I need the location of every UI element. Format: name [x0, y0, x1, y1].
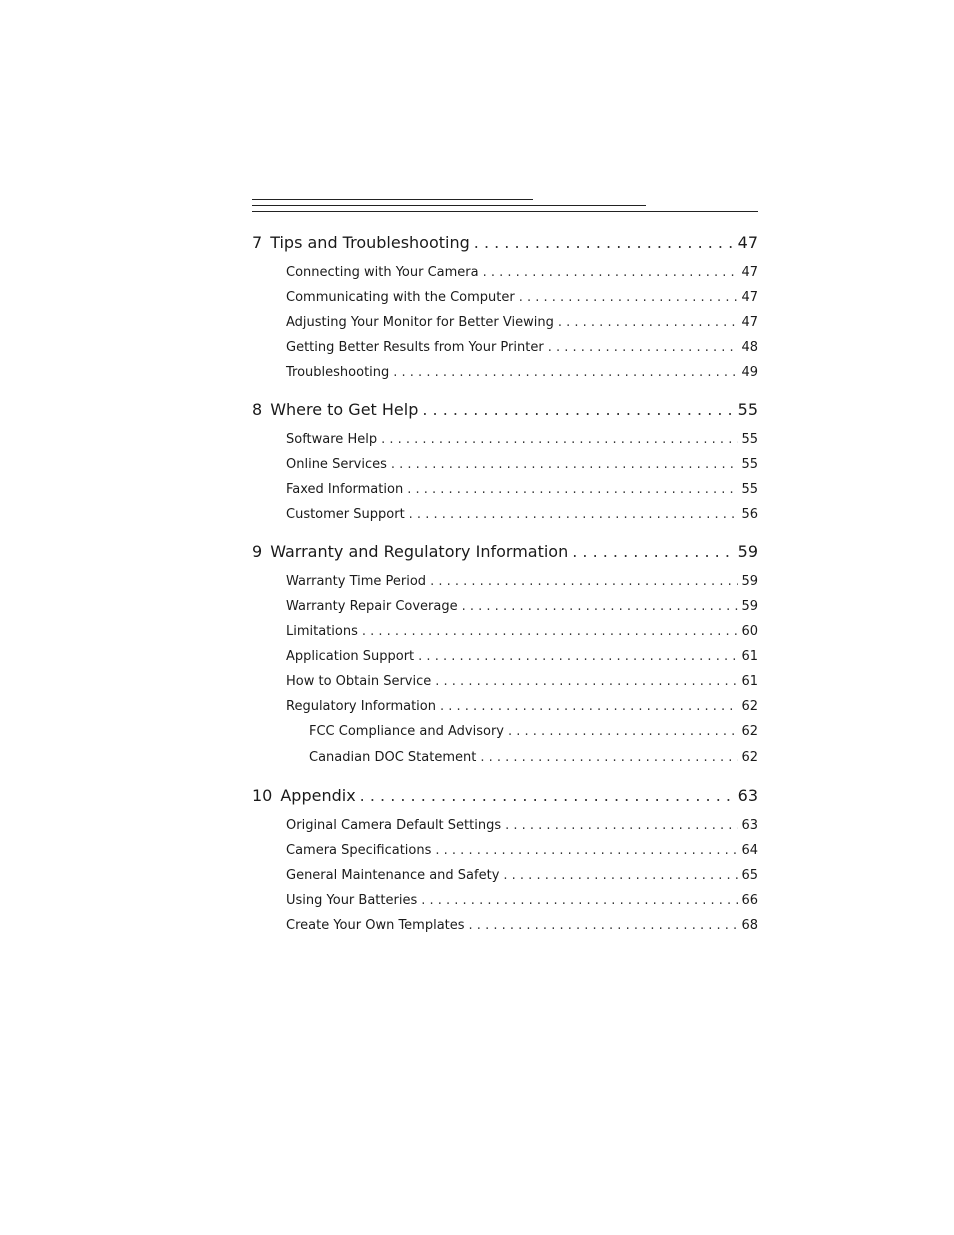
- page-number: 55: [741, 432, 758, 447]
- entry-title: Canadian DOC Statement: [309, 750, 477, 765]
- dot-leader: [548, 335, 739, 360]
- dot-leader: [409, 502, 739, 527]
- page-number: 63: [741, 818, 758, 833]
- entry-title: Warranty Repair Coverage: [286, 599, 458, 614]
- spacer: [252, 385, 758, 393]
- dot-leader: [393, 360, 738, 385]
- toc-entry[interactable]: [252, 888, 758, 913]
- table-of-contents: [252, 226, 758, 938]
- toc-entry[interactable]: [252, 285, 758, 310]
- dot-leader: [435, 838, 738, 863]
- toc-entry[interactable]: [252, 694, 758, 719]
- page-number: 55: [737, 400, 758, 419]
- page-number: 68: [741, 918, 758, 933]
- entry-title: FCC Compliance and Advisory: [309, 724, 504, 739]
- toc-subentry[interactable]: [252, 719, 758, 745]
- entry-title: Faxed Information: [286, 482, 404, 497]
- dot-leader: [360, 779, 735, 813]
- page-number: 47: [741, 315, 758, 330]
- toc-entry[interactable]: [252, 619, 758, 644]
- chapter-number: 9: [252, 542, 263, 561]
- chapter-heading[interactable]: [252, 535, 758, 569]
- page-number: 55: [741, 457, 758, 472]
- page-number: 65: [741, 868, 758, 883]
- entry-title: General Maintenance and Safety: [286, 868, 500, 883]
- toc-entry[interactable]: [252, 310, 758, 335]
- dot-leader: [483, 260, 739, 285]
- entry-title: How to Obtain Service: [286, 674, 432, 689]
- page-number: 63: [737, 786, 758, 805]
- spacer: [252, 527, 758, 535]
- chapter-10: [252, 779, 758, 938]
- toc-entry[interactable]: [252, 502, 758, 527]
- dot-leader: [462, 594, 739, 619]
- page-number: 66: [741, 893, 758, 908]
- toc-entry[interactable]: [252, 594, 758, 619]
- dot-leader: [508, 719, 738, 745]
- entry-title: Getting Better Results from Your Printer: [286, 340, 544, 355]
- page-number: 47: [741, 290, 758, 305]
- chapter-number: 8: [252, 400, 263, 419]
- toc-entry[interactable]: [252, 360, 758, 385]
- dot-leader: [503, 863, 738, 888]
- chapter-number: 10: [252, 786, 273, 805]
- toc-entry[interactable]: [252, 569, 758, 594]
- entry-title: Troubleshooting: [286, 365, 390, 380]
- entry-title: Using Your Batteries: [286, 893, 418, 908]
- chapter-9: [252, 535, 758, 771]
- dot-leader: [469, 913, 739, 938]
- entry-title: Warranty Time Period: [286, 574, 427, 589]
- page-number: 64: [741, 843, 758, 858]
- chapter-heading[interactable]: [252, 393, 758, 427]
- page-number: 47: [741, 265, 758, 280]
- dot-leader: [381, 427, 738, 452]
- toc-entry[interactable]: [252, 427, 758, 452]
- dot-leader: [474, 226, 735, 260]
- page-number: 60: [741, 624, 758, 639]
- dot-leader: [418, 644, 738, 669]
- header-rule-top: [252, 199, 533, 200]
- toc-entry[interactable]: [252, 260, 758, 285]
- entry-title: Adjusting Your Monitor for Better Viewing: [286, 315, 554, 330]
- dot-leader: [480, 745, 738, 771]
- dot-leader: [519, 285, 739, 310]
- dot-leader: [422, 393, 734, 427]
- dot-leader: [407, 477, 738, 502]
- chapter-number: 7: [252, 233, 263, 252]
- toc-entry[interactable]: [252, 669, 758, 694]
- toc-entry[interactable]: [252, 644, 758, 669]
- dot-leader: [505, 813, 738, 838]
- dot-leader: [435, 669, 738, 694]
- page-number: 62: [741, 750, 758, 765]
- chapter-heading[interactable]: [252, 779, 758, 813]
- chapter-8: [252, 393, 758, 527]
- toc-entry[interactable]: [252, 813, 758, 838]
- spacer: [252, 771, 758, 779]
- chapter-title: Warranty and Regulatory Information: [270, 542, 569, 561]
- header-rule-middle: [252, 205, 646, 206]
- entry-title: Create Your Own Templates: [286, 918, 465, 933]
- entry-title: Regulatory Information: [286, 699, 436, 714]
- dot-leader: [572, 535, 734, 569]
- toc-subentry[interactable]: [252, 745, 758, 771]
- entry-title: Application Support: [286, 649, 415, 664]
- dot-leader: [440, 694, 738, 719]
- entry-title: Original Camera Default Settings: [286, 818, 502, 833]
- dot-leader: [362, 619, 739, 644]
- entry-title: Limitations: [286, 624, 358, 639]
- dot-leader: [391, 452, 739, 477]
- page-number: 55: [741, 482, 758, 497]
- chapter-heading[interactable]: [252, 226, 758, 260]
- entry-title: Connecting with Your Camera: [286, 265, 479, 280]
- page-number: 59: [741, 574, 758, 589]
- page-number: 59: [737, 542, 758, 561]
- dot-leader: [421, 888, 738, 913]
- entry-title: Online Services: [286, 457, 387, 472]
- chapter-title: Where to Get Help: [270, 400, 419, 419]
- dot-leader: [430, 569, 738, 594]
- page-number: 56: [741, 507, 758, 522]
- header-rule-bottom: [252, 211, 758, 212]
- toc-entry[interactable]: [252, 452, 758, 477]
- toc-entry[interactable]: [252, 335, 758, 360]
- dot-leader: [558, 310, 739, 335]
- page-number: 61: [741, 649, 758, 664]
- toc-entry[interactable]: [252, 913, 758, 938]
- entry-title: Communicating with the Computer: [286, 290, 515, 305]
- toc-entry[interactable]: [252, 838, 758, 863]
- entry-title: Camera Specifications: [286, 843, 432, 858]
- page-number: 62: [741, 724, 758, 739]
- entry-title: Customer Support: [286, 507, 405, 522]
- page-number: 59: [741, 599, 758, 614]
- chapter-7: [252, 226, 758, 385]
- chapter-title: Tips and Troubleshooting: [270, 233, 470, 252]
- toc-entry[interactable]: [252, 863, 758, 888]
- chapter-title: Appendix: [280, 786, 356, 805]
- page-number: 62: [741, 699, 758, 714]
- toc-entry[interactable]: [252, 477, 758, 502]
- page-number: 48: [741, 340, 758, 355]
- entry-title: Software Help: [286, 432, 378, 447]
- page-number: 61: [741, 674, 758, 689]
- page-number: 49: [741, 365, 758, 380]
- page-number: 47: [737, 233, 758, 252]
